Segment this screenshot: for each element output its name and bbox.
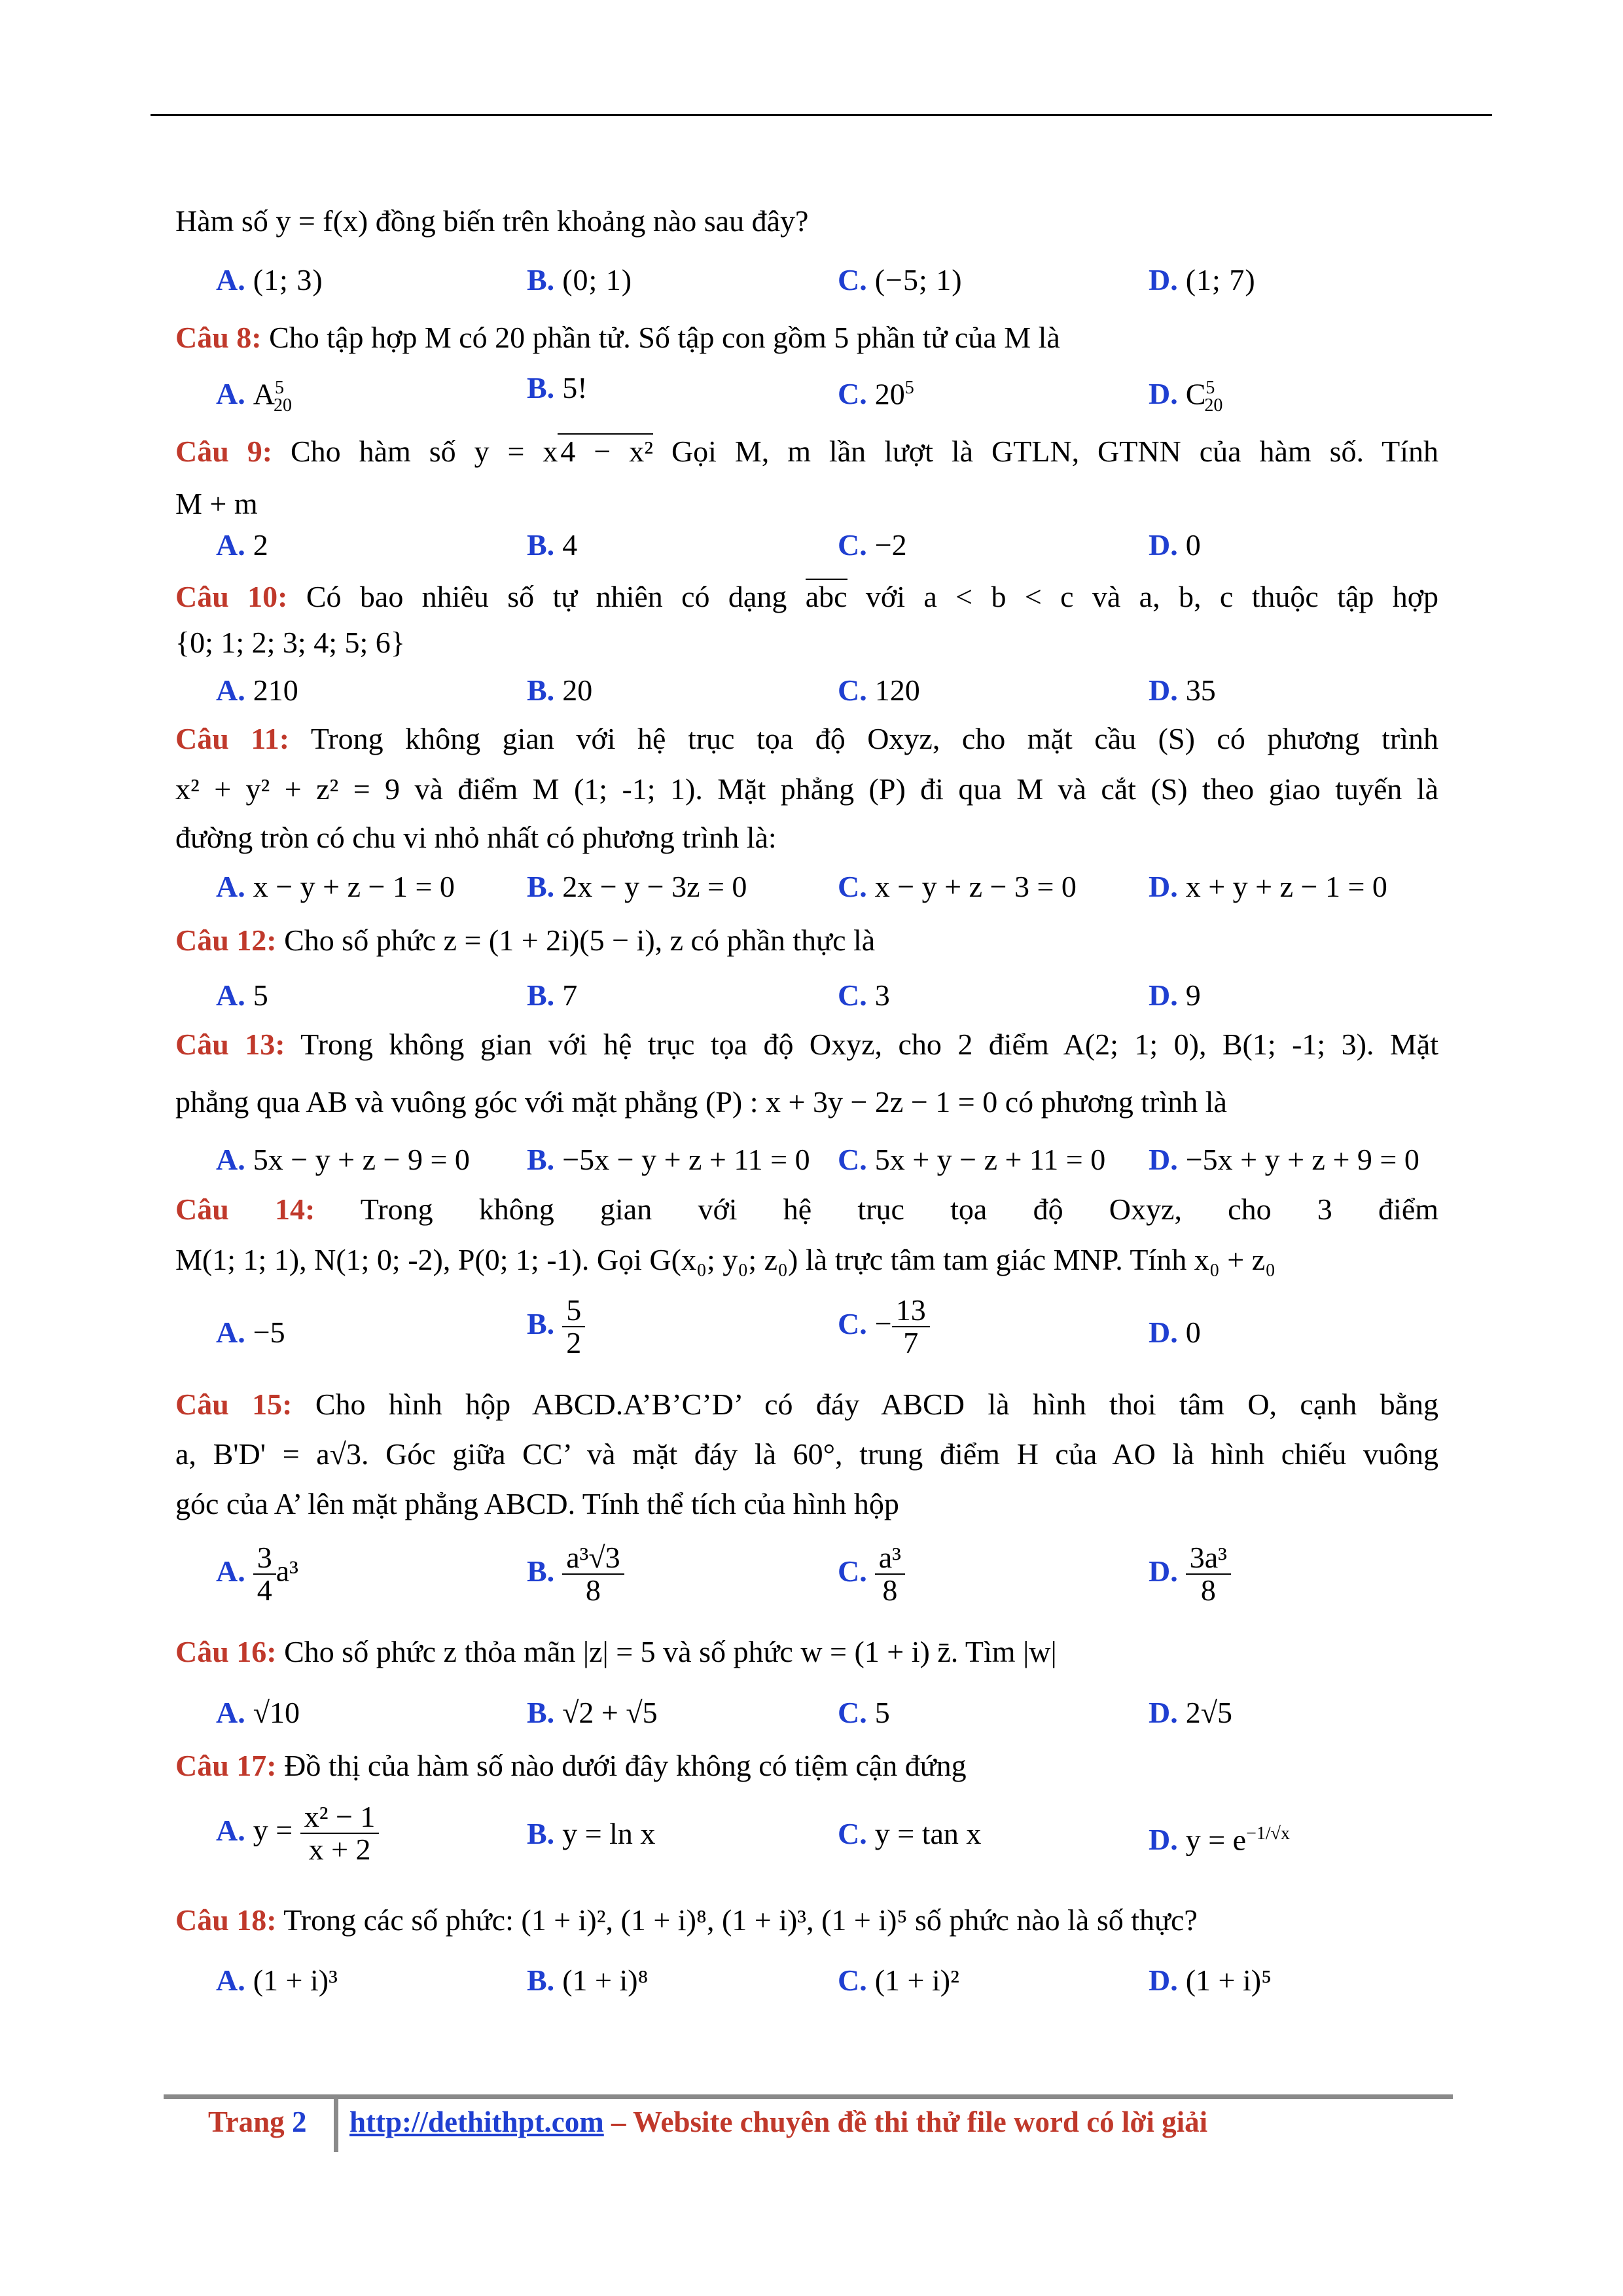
footer-page: Trang 2 <box>208 2106 307 2138</box>
question-15-line2: a, B'D' = a√3. Góc giữa CC’ và mặt đáy là 60°, trung điểm H của AO là hình chiếu vuông <box>175 1437 1438 1471</box>
question-13: Câu 13: Trong không gian với hệ trục tọa độ Oxyz, cho 2 điểm A(2; 1; 0), B(1; -1; 3). Mặt <box>175 1028 1438 1061</box>
q17-option-c[interactable]: C. y = tan x <box>838 1817 982 1850</box>
q7-option-a[interactable]: A. (1; 3) <box>216 263 323 296</box>
q10-option-b[interactable]: B. 20 <box>527 673 593 707</box>
q11-option-b[interactable]: B. 2x − y − 3z = 0 <box>527 870 747 903</box>
q17-option-d[interactable]: D. $y = e^{-1/√x}$ <box>1149 1823 1291 1857</box>
question-15: Câu 15: Cho hình hộp ABCD.A’B’C’D’ có đáy ABCD là hình thoi tâm O, cạnh bằng <box>175 1388 1439 1421</box>
q15-option-b[interactable]: B. $\frac{\text{a³√3}}{8}$ <box>527 1542 624 1606</box>
question-10: Câu 10: Có bao nhiêu số tự nhiên có dạng abc với a < b < c và a, b, c thuộc tập hợp <box>175 580 1439 613</box>
q7-option-d[interactable]: D. (1; 7) <box>1149 263 1256 296</box>
q9-option-c[interactable]: C. −2 <box>838 528 907 562</box>
q14-option-c[interactable]: C. − $\frac{13}{7}$ <box>838 1295 930 1359</box>
q7-option-c[interactable]: C. (−5; 1) <box>838 263 963 296</box>
q10-option-c[interactable]: C. 120 <box>838 673 920 707</box>
q8-option-a[interactable]: A. $A^5_{20}$ <box>216 377 292 416</box>
q10-option-d[interactable]: D. 35 <box>1149 673 1216 707</box>
question-9: Câu 9: Cho hàm số y = x4 − x² Gọi M, m lần lượt là GTLN, GTNN của hàm số. Tính <box>175 435 1438 468</box>
q11-option-d[interactable]: D. x + y + z − 1 = 0 <box>1149 870 1387 903</box>
header-rule <box>151 114 1492 116</box>
q16-option-b[interactable]: B. √2 + √5 <box>527 1696 658 1729</box>
q14-option-a[interactable]: A. −5 <box>216 1316 285 1349</box>
q18-option-a[interactable]: A. (1 + i)³ <box>216 1964 338 1997</box>
q16-option-d[interactable]: D. 2√5 <box>1149 1696 1232 1729</box>
q13-option-b[interactable]: B. −5x − y + z + 11 = 0 <box>527 1143 810 1176</box>
q10-option-a[interactable]: A. 210 <box>216 673 298 707</box>
q13-option-a[interactable]: A. 5x − y + z − 9 = 0 <box>216 1143 470 1176</box>
question-17: Câu 17: Đồ thị của hàm số nào dưới đây không có tiệm cận đứng <box>175 1749 967 1782</box>
q12-option-b[interactable]: B. 7 <box>527 978 578 1012</box>
question-10-set: {0; 1; 2; 3; 4; 5; 6} <box>175 626 405 659</box>
q7-option-b[interactable]: B. (0; 1) <box>527 263 633 296</box>
footer-divider <box>334 2094 338 2152</box>
question-11: Câu 11: Trong không gian với hệ trục tọa độ Oxyz, cho mặt cầu (S) có phương trình <box>175 722 1438 755</box>
q15-option-a[interactable]: A. $\frac{3}{4}$ a³ <box>216 1541 298 1607</box>
q12-option-c[interactable]: C. 3 <box>838 978 890 1012</box>
footer-rule <box>164 2094 1453 2099</box>
question-14-line2: M(1; 1; 1), N(1; 0; -2), P(0; 1; -1). Gọi G(x₀; y₀; z₀) là trực tâm tam giác MNP. Tính x₀ + z₀ <box>175 1243 1276 1276</box>
footer-site <box>349 2100 1207 2144</box>
q17-option-b[interactable]: B. y = ln x <box>527 1817 656 1850</box>
q11-option-a[interactable]: A. x − y + z − 1 = 0 <box>216 870 455 903</box>
q9-option-d[interactable]: D. 0 <box>1149 528 1201 562</box>
q14-option-d[interactable]: D. 0 <box>1149 1316 1201 1349</box>
q15-option-c[interactable]: C. $\frac{\text{a³}}{8}$ <box>838 1542 905 1606</box>
q15-option-d[interactable]: D. $\frac{\text{3a³}}{8}$ <box>1149 1542 1231 1606</box>
question-12: Câu 12: Cho số phức z = (1 + 2i)(5 − i), z có phần thực là <box>175 924 876 957</box>
q11-option-c[interactable]: C. x − y + z − 3 = 0 <box>838 870 1077 903</box>
q8-option-b[interactable]: B. 5! <box>527 371 588 404</box>
question-16: Câu 16: Cho số phức z thỏa mãn |z| = 5 và số phức w = (1 + i) z̄. Tìm |w| <box>175 1635 1057 1668</box>
footer-tagline: – Website chuyên đề thi thử file word có lời giải <box>603 2106 1208 2138</box>
q16-option-a[interactable]: A. √10 <box>216 1696 300 1729</box>
question-15-line3: góc của A’ lên mặt phẳng ABCD. Tính thể tích của hình hộp <box>175 1487 899 1520</box>
question-11-line2: x² + y² + z² = 9 và điểm M (1; -1; 1). Mặt phẳng (P) đi qua M và cắt (S) theo giao tuyến là <box>175 772 1438 806</box>
footer-link[interactable]: http://dethithpt.com <box>349 2106 604 2138</box>
q18-option-c[interactable]: C. (1 + i)² <box>838 1964 959 1997</box>
q8-option-d[interactable]: D. $C^5_{20}$ <box>1149 377 1223 416</box>
q9-option-a[interactable]: A. 2 <box>216 528 268 562</box>
q18-option-b[interactable]: B. (1 + i)⁸ <box>527 1964 649 1997</box>
q12-option-a[interactable]: A. 5 <box>216 978 268 1012</box>
question-8: Câu 8: Cho tập hợp M có 20 phần tử. Số tập con gồm 5 phần tử của M là <box>175 321 1060 354</box>
q13-option-c[interactable]: C. 5x + y − z + 11 = 0 <box>838 1143 1106 1176</box>
q16-option-c[interactable]: C. 5 <box>838 1696 890 1729</box>
question-11-line3: đường tròn có chu vi nhỏ nhất có phương trình là: <box>175 821 777 854</box>
question-13-line2: phẳng qua AB và vuông góc với mặt phẳng (P) : x + 3y − 2z − 1 = 0 có phương trình là <box>175 1085 1227 1119</box>
question-9-cont: M + m <box>175 487 258 520</box>
q12-option-d[interactable]: D. 9 <box>1149 978 1201 1012</box>
q17-option-a[interactable]: A. y = $\frac{\text{x² − 1}}{x + 2}$ <box>216 1801 379 1865</box>
q8-option-c[interactable]: C. $20^5$ <box>838 377 914 411</box>
question-14: Câu 14: Trong không gian với hệ trục tọa độ Oxyz, cho 3 điểm <box>175 1193 1439 1226</box>
q9-option-b[interactable]: B. 4 <box>527 528 578 562</box>
q14-option-b[interactable]: B. $\frac{5}{2}$ <box>527 1295 585 1359</box>
question-18: Câu 18: Trong các số phức: (1 + i)², (1 + i)⁸, (1 + i)³, (1 + i)⁵ số phức nào là số thực? <box>175 1903 1198 1937</box>
q13-option-d[interactable]: D. −5x + y + z + 9 = 0 <box>1149 1143 1419 1176</box>
question-intro: Hàm số y = f(x) đồng biến trên khoảng nào sau đây? <box>175 204 809 238</box>
q18-option-d[interactable]: D. (1 + i)⁵ <box>1149 1964 1272 1997</box>
